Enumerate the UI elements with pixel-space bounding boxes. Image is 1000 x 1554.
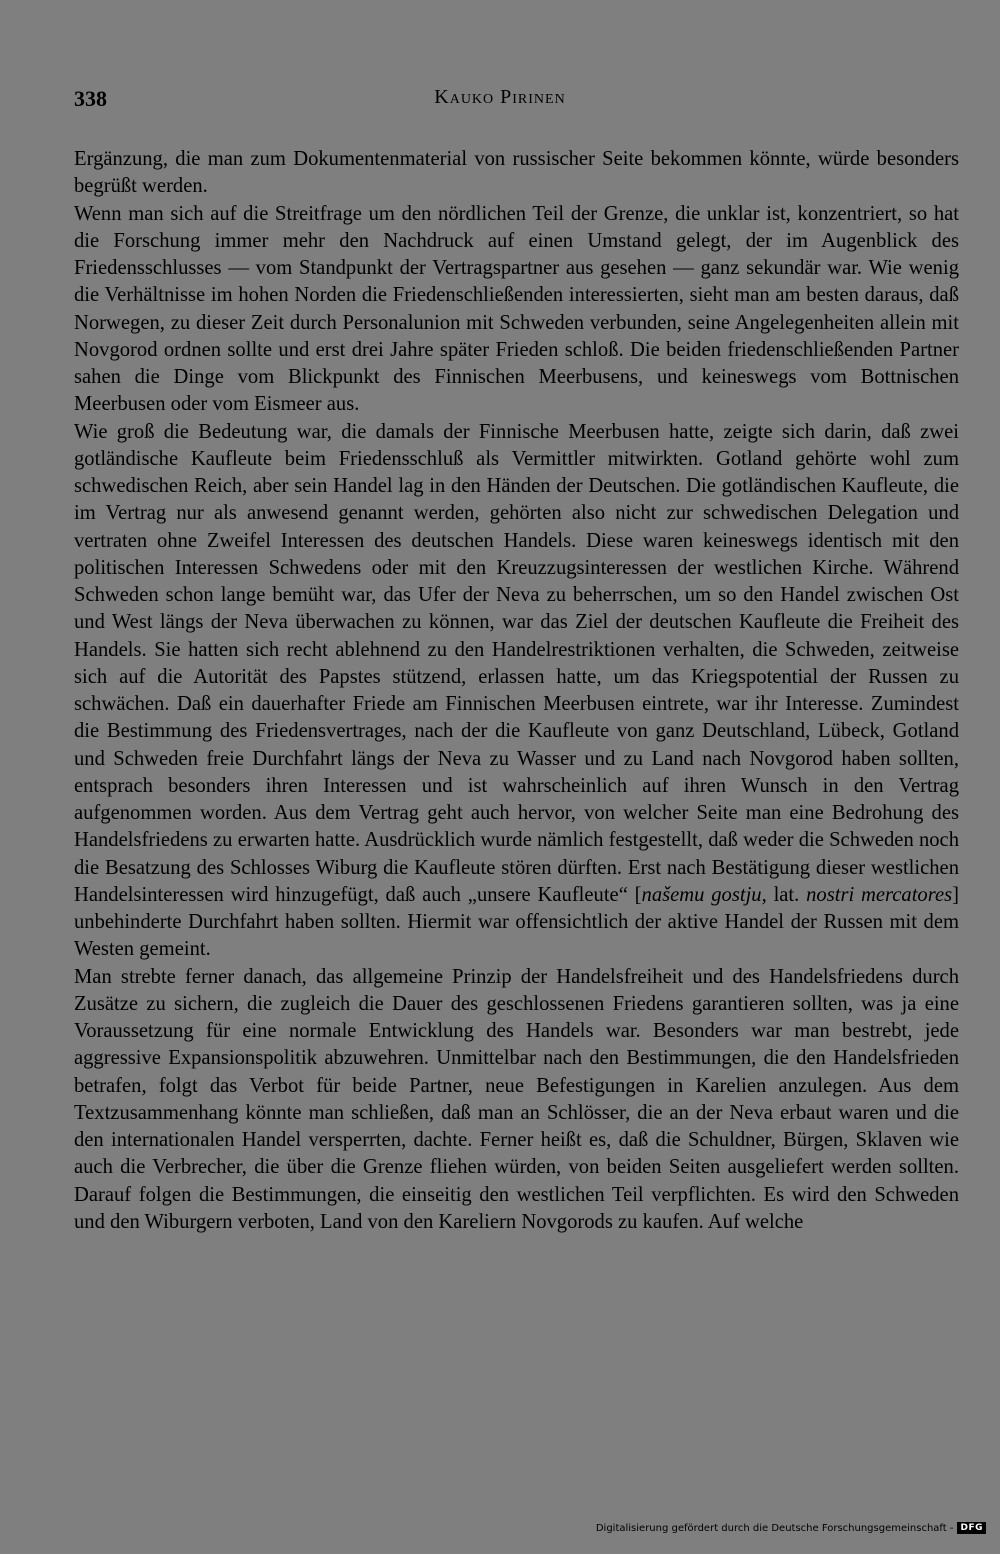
digitization-footer (596, 1522, 986, 1534)
italic-russian-term: našemu gostju, (641, 883, 767, 906)
paragraph (74, 419, 959, 964)
paragraph: Ergänzung, die man zum Dokumentenmaterial von russischer Seite bekommen könnte, würde besonders begrüßt werden. (74, 148, 959, 198)
page-number: 338 (74, 86, 107, 111)
paragraph-text: Wie groß die Bedeutung war, die damals der Finnische Meerbusen hatte, zeigte sich darin, daß zwei gotländische Kaufleute beim Friedensschluß als Vermittler mitwirkten. Gotland gehörte wohl zum schwedischen Reich, aber sein Handel lag in den Händen der Deutschen. Die gotländischen Kaufleute, die im Vertrag nur als anwesend genannt werden, gehörten also nicht zur schwedischen Delegation und vertraten ohne Zweifel Interessen des deutschen Handels. Diese waren keineswegs identisch mit den politischen Interessen Schwedens oder mit den Kreuzzugsinteressen der westlichen Kirche. Während Schweden schon lange bemüht war, das Ufer der Neva zu beherrschen, um so den Handel zwischen Ost und West längs der Neva überwachen zu können, war das Ziel der deutschen Kaufleute die Freiheit des Handels. Sie hatten sich recht ablehnend zu den Handelrestriktionen verhalten, die Schweden, zeitweise sich auf die Autorität des Papstes stützend, erlassen hatte, um das Kriegspotential der Russen zu schwächen. Daß ein dauerhafter Friede am Finnischen Meerbusen eintrete, war ihr Interesse. Zumindest die Bestimmung des Friedensvertrages, nach der die Kaufleute von ganz Deutschland, Lübeck, Gotland und Schweden freie Durchfahrt längs der Neva zu Wasser und zu Land nach Novgorod haben sollten, entsprach besonders ihren Interessen und ist wahrscheinlich auf ihren Wunsch in den Vertrag aufgenommen worden. Aus dem Vertrag geht auch hervor, von welcher Seite man eine Bedrohung des Handelsfriedens zu erwarten hatte. Ausdrücklich wurde nämlich festgestellt, daß weder die Schweden noch die Besatzung des Schlosses Wiburg die Kaufleute stören dürften. Erst nach Bestätigung dieser westlichen Handelsinteressen wird hinzugefügt, daß auch „unsere Kaufleute“ [ (74, 420, 959, 906)
body-text (74, 146, 959, 1236)
running-head: Kauko Pirinen (434, 86, 566, 108)
paragraph-text: lat. (766, 883, 807, 906)
italic-latin-term: nostri mercatores (806, 883, 953, 906)
paragraph-text: ] unbehinderte Durchfahrt haben sollten. Hiermit war offensichtlich der aktive Handel der Russen mit dem Westen gemeint. (74, 883, 959, 961)
paragraph: Wenn man sich auf die Streitfrage um den nördlichen Teil der Grenze, die unklar ist, konzentriert, so hat die Forschung immer mehr den Nachdruck auf einen Umstand gelegt, der im Augenblick des Friedensschlusses — vom Standpunkt der Vertragspartner aus gesehen — ganz sekundär war. Wie wenig die Verhältnisse im hohen Norden die Friedenschließenden interessierten, sieht man am besten daraus, daß Norwegen, zu dieser Zeit durch Personalunion mit Schweden verbunden, seine Angelegenheiten allein mit Novgorod ordnen sollte und erst drei Jahre später Frieden schloß. Die beiden friedenschließenden Partner sahen die Dinge vom Blickpunkt des Finnischen Meerbusens, und keineswegs vom Bottnischen Meerbusen oder vom Eismeer aus. (74, 202, 959, 416)
dfg-logo: DFG (957, 1522, 986, 1534)
paragraph: Man strebte ferner danach, das allgemeine Prinzip der Handelsfreiheit und des Handelsfriedens durch Zusätze zu sichern, die zugleich die Dauer des geschlossenen Friedens garantieren sollten, was ja eine Voraussetzung für eine normale Entwicklung des Handels war. Besonders war man bestrebt, jede aggressive Expansionspolitik abzuwehren. Unmittelbar nach den Bestimmungen, die den Handelsfrieden betrafen, folgt das Verbot für beide Partner, neue Befestigungen in Karelien anzulegen. Aus dem Textzusammenhang könnte man schließen, daß man an Schlösser, die an der Neva erbaut waren und die den internationalen Handel versperrten, dachte. Ferner heißt es, daß die Schuldner, Bürgen, Sklaven wie auch die Verbrecher, die über die Grenze fliehen würden, von beiden Seiten ausgeliefert werden sollten. Darauf folgen die Bestimmungen, die einseitig den westlichen Teil verpflichten. Es wird den Schweden und den Wiburgern verboten, Land von den Kareliern Novgorods zu kaufen. Auf welche (74, 965, 959, 1233)
funding-credit: Digitalisierung gefördert durch die Deutsche Forschungsgemeinschaft - (595, 1522, 954, 1534)
